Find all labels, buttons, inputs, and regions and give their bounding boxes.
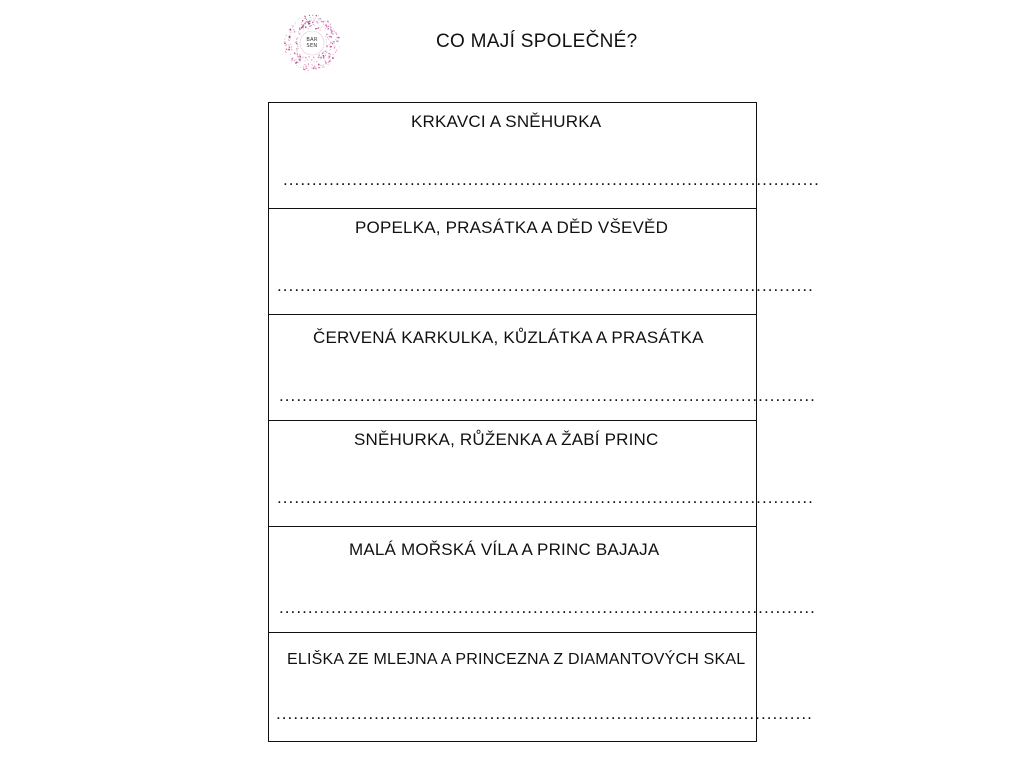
worksheet-table xyxy=(268,102,820,742)
answer-line[interactable]: ............................................................................................. xyxy=(283,170,820,189)
row-question: POPELKA, PRASÁTKA A DĚD VŠEVĚD xyxy=(355,218,669,237)
answer-line[interactable]: ............................................................................................. xyxy=(277,276,814,295)
logo-text-line-2: SEN xyxy=(306,43,318,49)
answer-line[interactable]: ............................................................................................. xyxy=(277,488,814,507)
answer-line[interactable]: ............................................................................................. xyxy=(276,704,813,723)
logo-text-line-1: BAR xyxy=(306,37,318,43)
row-question: KRKAVCI A SNĚHURKA xyxy=(411,112,602,131)
row-question: MALÁ MOŘSKÁ VÍLA A PRINC BAJAJA xyxy=(349,540,660,559)
logo-text xyxy=(283,14,341,72)
answer-line[interactable]: ............................................................................................. xyxy=(279,598,816,617)
page-title: CO MAJÍ SPOLEČNÉ? xyxy=(436,31,638,52)
table-row xyxy=(269,315,816,421)
table-row xyxy=(269,209,814,315)
table-row xyxy=(269,103,820,209)
table-row xyxy=(269,527,816,633)
row-question: ČERVENÁ KARKULKA, KŮZLÁTKA A PRASÁTKA xyxy=(313,328,704,347)
logo xyxy=(283,14,341,72)
answer-line[interactable]: ............................................................................................. xyxy=(279,386,816,405)
table-row xyxy=(269,421,814,527)
table-row xyxy=(269,633,813,741)
row-question: ELIŠKA ZE MLEJNA A PRINCEZNA Z DIAMANTOVÝCH SKAL xyxy=(287,651,746,668)
row-question: SNĚHURKA, RŮŽENKA A ŽABÍ PRINC xyxy=(354,430,659,449)
